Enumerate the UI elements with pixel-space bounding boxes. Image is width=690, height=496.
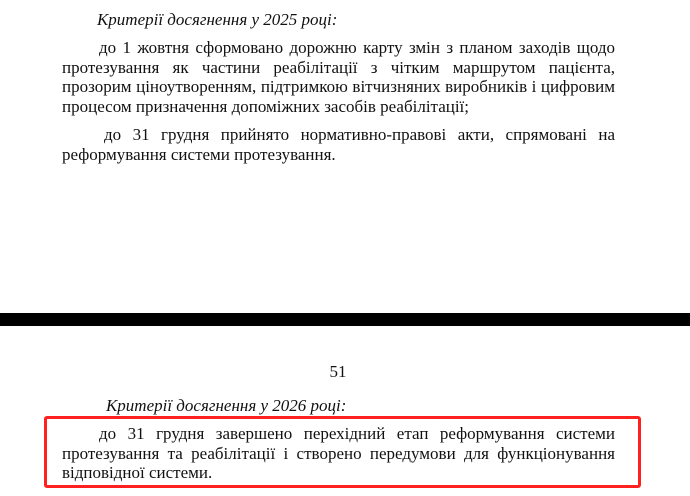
paragraph-transition-stage xyxy=(62,424,615,483)
page-separator xyxy=(0,313,690,326)
document-page-lower xyxy=(0,326,690,496)
paragraph-line: реформування системи протезування. xyxy=(62,144,336,164)
paragraph-line: до 31 грудня прийнято нормативно-правові акти, спрямовані на xyxy=(104,125,615,144)
paragraph-line: протезування та реабілітації і створено передумови для функціонування xyxy=(62,443,615,463)
paragraph-line: процесом призначення допоміжних засобів реабілітації; xyxy=(62,96,470,116)
paragraph-line: до 1 жовтня сформовано дорожню карту змін з планом заходів щодо xyxy=(99,38,615,57)
paragraph-line: відповідної системи. xyxy=(62,463,213,482)
criteria-heading-2025: Критерії досягнення у 2025 році: xyxy=(97,10,338,29)
criteria-heading-2026: Критерії досягнення у 2026 році: xyxy=(106,396,347,415)
page-number: 51 xyxy=(329,362,347,381)
paragraph-line: протезування як частини реабілітації з чітким маршрутом пацієнта, xyxy=(62,57,615,77)
paragraph-roadmap xyxy=(62,38,615,116)
paragraph-line: прозорим ціноутворенням, підтримкою вітчизняних виробників і цифровим xyxy=(62,77,615,96)
paragraph-legal-acts xyxy=(62,125,615,164)
paragraph-line: до 31 грудня завершено перехідний етап реформування системи xyxy=(99,424,615,443)
